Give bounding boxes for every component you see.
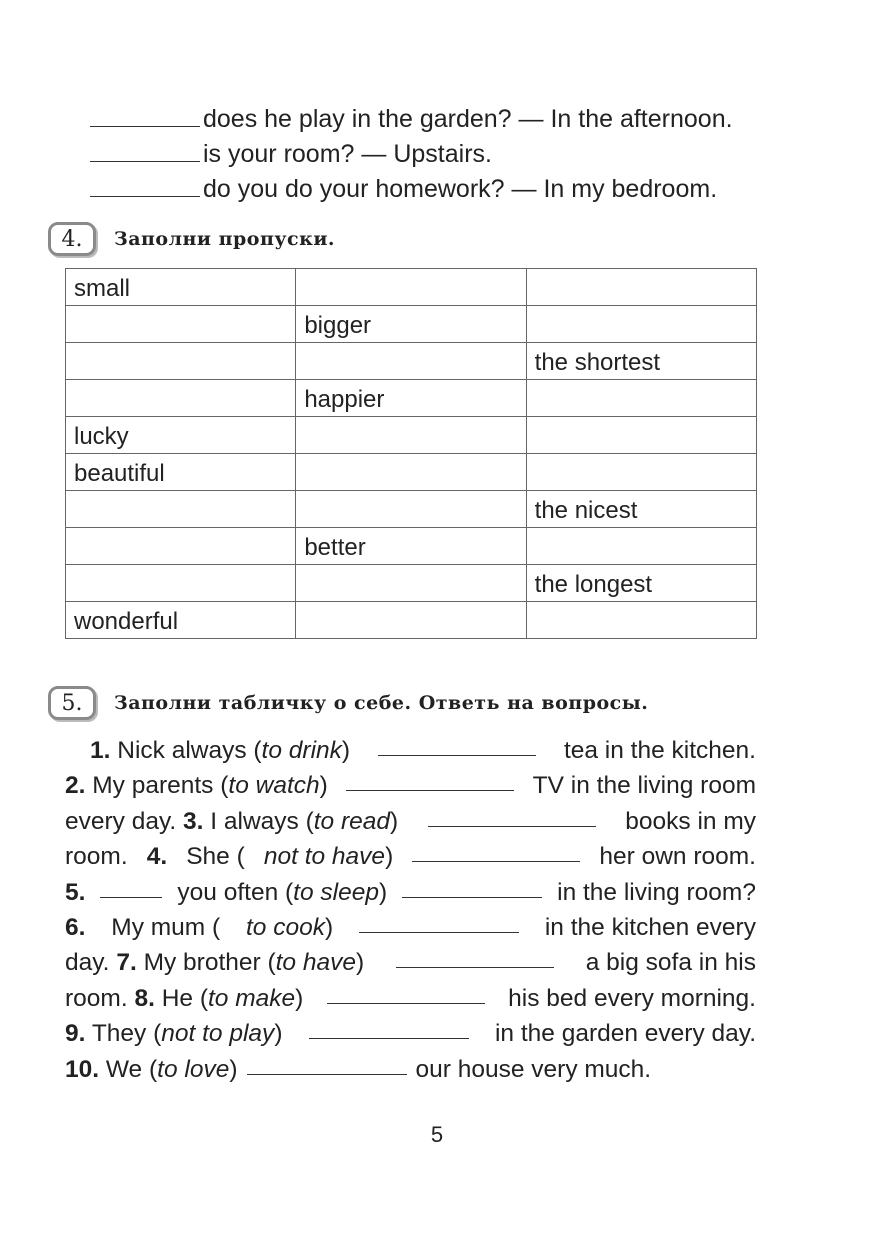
task5-number-badge: 5. <box>48 686 96 720</box>
table-row <box>66 380 757 417</box>
verb-hint: not to have <box>263 843 386 871</box>
sentence-text: tea in the kitchen. <box>563 737 756 764</box>
page-number: 5 <box>430 1122 444 1147</box>
question-line-3 <box>90 174 717 204</box>
task5-exercise-text <box>65 733 756 1087</box>
table-cell[interactable]: the longest <box>526 565 756 602</box>
answer-blank[interactable] <box>100 875 162 898</box>
answer-blank[interactable] <box>309 1016 469 1039</box>
sentence-text: My brother ( <box>143 949 276 977</box>
adjective-forms-table <box>65 268 757 639</box>
sentence-text: We ( <box>105 1055 158 1083</box>
verb-hint: to watch <box>228 772 320 800</box>
sentence-text: My parents ( <box>92 772 229 800</box>
verb-hint: to have <box>275 949 356 977</box>
exercise-line <box>65 839 756 874</box>
answer-blank[interactable] <box>359 910 519 933</box>
sentence-text: ) <box>295 984 304 1012</box>
table-cell[interactable] <box>296 602 526 639</box>
answer-blank[interactable] <box>247 1052 407 1075</box>
verb-hint: to read <box>313 807 391 835</box>
table-row <box>66 491 757 528</box>
sentence-text: ) <box>356 949 365 977</box>
question-line-2 <box>90 139 492 169</box>
table-row <box>66 417 757 454</box>
table-row <box>66 306 757 343</box>
verb-hint: to cook <box>246 913 325 941</box>
item-number: 9. <box>65 1020 86 1048</box>
answer-blank[interactable] <box>428 804 596 827</box>
answer-blank[interactable] <box>402 875 542 898</box>
item-number: 6. <box>65 913 86 941</box>
verb-hint: to sleep <box>293 878 379 906</box>
table-cell[interactable]: the shortest <box>526 343 756 380</box>
exercise-line <box>65 733 756 768</box>
item-number: 1. <box>90 737 111 764</box>
question-line-1 <box>90 104 733 134</box>
item-number: 4. <box>146 843 168 871</box>
table-row <box>66 528 757 565</box>
exercise-line <box>65 1016 756 1051</box>
table-cell[interactable] <box>526 417 756 454</box>
table-cell[interactable] <box>526 454 756 491</box>
verb-hint: to make <box>208 984 296 1012</box>
table-row <box>66 269 757 306</box>
answer-blank[interactable] <box>346 768 514 791</box>
item-number: 7. <box>116 949 137 977</box>
answer-blank[interactable] <box>90 176 200 197</box>
table-cell[interactable] <box>526 602 756 639</box>
table-cell[interactable] <box>66 528 296 565</box>
table-cell[interactable] <box>296 343 526 380</box>
item-number: 3. <box>183 807 204 835</box>
sentence-text: He ( <box>161 984 208 1012</box>
table-cell[interactable] <box>296 269 526 306</box>
sentence-text: a big sofa in his <box>585 949 756 977</box>
table-cell[interactable] <box>296 454 526 491</box>
answer-blank[interactable] <box>396 945 554 968</box>
table-row <box>66 565 757 602</box>
answer-blank[interactable] <box>90 106 200 127</box>
table-cell[interactable]: wonderful <box>66 602 296 639</box>
answer-blank[interactable] <box>412 839 580 862</box>
table-cell[interactable]: happier <box>296 380 526 417</box>
exercise-line <box>65 804 756 839</box>
question-text: does he play in the garden? — In the afternoon. <box>203 105 733 133</box>
table-cell[interactable] <box>526 269 756 306</box>
sentence-text: his bed every morning. <box>508 984 756 1012</box>
table-cell[interactable]: the nicest <box>526 491 756 528</box>
exercise-line <box>65 945 756 980</box>
sentence-text: TV in the living room <box>532 772 756 800</box>
sentence-text: in the garden every day. <box>494 1020 756 1048</box>
sentence-text: room. <box>65 984 128 1012</box>
table-cell[interactable]: bigger <box>296 306 526 343</box>
table-cell[interactable]: beautiful <box>66 454 296 491</box>
sentence-text: every day. <box>65 807 177 835</box>
sentence-text: ) <box>325 913 334 941</box>
sentence-text: in the kitchen every <box>544 913 756 941</box>
table-cell[interactable]: better <box>296 528 526 565</box>
item-number: 2. <box>65 772 86 800</box>
task5-header <box>48 686 648 720</box>
sentence-text: My mum ( <box>111 913 221 941</box>
table-cell[interactable] <box>526 528 756 565</box>
sentence-text: ) <box>274 1020 283 1048</box>
sentence-text: our house very much. <box>415 1055 652 1083</box>
item-number: 10. <box>65 1055 100 1083</box>
sentence-text: you often ( <box>177 878 294 906</box>
verb-hint: to drink <box>261 737 342 764</box>
sentence-text: I always ( <box>210 807 314 835</box>
sentence-text: They ( <box>91 1020 162 1048</box>
task4-title: Заполни пропуски. <box>114 228 336 250</box>
sentence-text: day. <box>65 949 110 977</box>
sentence-text: ) <box>229 1055 238 1083</box>
sentence-text: Nick always ( <box>117 737 262 764</box>
exercise-line <box>65 768 756 803</box>
table-cell[interactable] <box>526 306 756 343</box>
verb-hint: to love <box>157 1055 230 1083</box>
sentence-text: ) <box>385 843 394 871</box>
table-cell[interactable] <box>296 417 526 454</box>
table-cell[interactable]: small <box>66 269 296 306</box>
table-row <box>66 343 757 380</box>
table-cell[interactable] <box>66 565 296 602</box>
exercise-line <box>65 1052 756 1087</box>
sentence-text: She ( <box>186 843 245 871</box>
item-number: 8. <box>134 984 155 1012</box>
table-row <box>66 454 757 491</box>
table-row <box>66 602 757 639</box>
answer-blank[interactable] <box>327 981 485 1004</box>
question-text: is your room? — Upstairs. <box>203 140 492 168</box>
task5-title: Заполни табличку о себе. Ответь на вопросы. <box>114 692 649 714</box>
task4-number-badge: 4. <box>48 222 96 256</box>
table-cell[interactable] <box>296 565 526 602</box>
table-cell[interactable] <box>526 380 756 417</box>
task4-header <box>48 222 335 256</box>
sentence-text: ) <box>390 807 399 835</box>
table-cell[interactable] <box>66 380 296 417</box>
verb-hint: not to play <box>161 1020 275 1048</box>
table-cell[interactable]: lucky <box>66 417 296 454</box>
sentence-text: ) <box>319 772 328 800</box>
answer-blank[interactable] <box>378 733 536 756</box>
table-cell[interactable] <box>66 306 296 343</box>
table-cell[interactable] <box>296 491 526 528</box>
exercise-line <box>65 910 756 945</box>
sentence-text: ) <box>378 878 388 906</box>
sentence-text: in the living room? <box>557 878 756 906</box>
item-number: 5. <box>65 878 86 906</box>
sentence-text: her own room. <box>599 843 756 871</box>
answer-blank[interactable] <box>90 141 200 162</box>
question-text: do you do your homework? — In my bedroom. <box>203 175 718 203</box>
sentence-text: books in my <box>625 807 756 835</box>
sentence-text: room. <box>65 843 128 871</box>
exercise-line <box>65 981 756 1016</box>
table-cell[interactable] <box>66 491 296 528</box>
exercise-line <box>65 875 756 910</box>
sentence-text: ) <box>341 737 351 764</box>
table-cell[interactable] <box>66 343 296 380</box>
